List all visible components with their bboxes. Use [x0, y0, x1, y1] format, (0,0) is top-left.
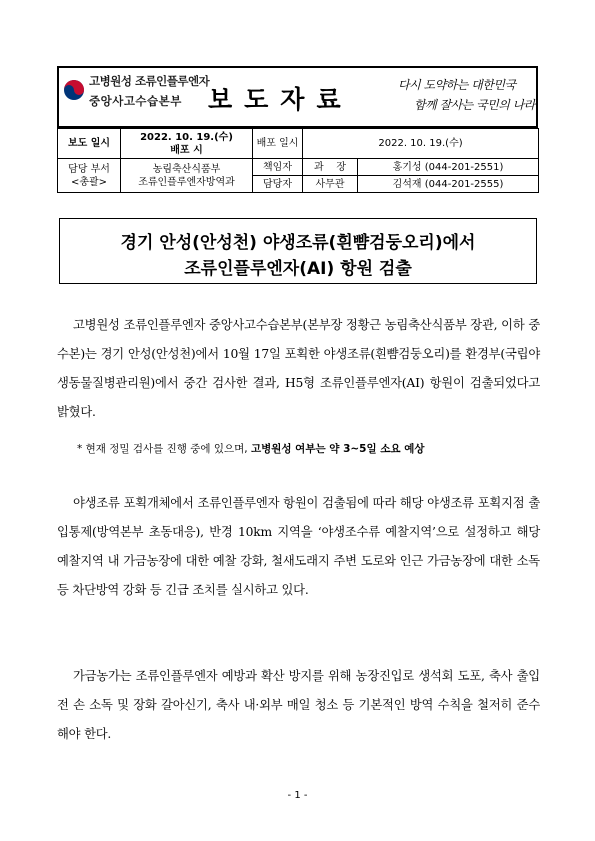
- note-emphasis: 고병원성 여부는 약 3~5일 소요 예상: [250, 443, 425, 455]
- department-label: [58, 159, 121, 193]
- report-date-value: [121, 129, 253, 159]
- contact-role: 사무관: [303, 176, 358, 193]
- report-date-label: 보도 일시: [58, 129, 121, 159]
- report-date-release: 배포 시: [170, 144, 203, 156]
- paragraph-1: 고병원성 조류인플루엔자 중앙사고수습본부(본부장 정황근 농림축산식품부 장관, 이하 중수본)는 경기 안성(안성천)에서 10월 17일 포획한 야생조류(흰뺨검둥오리)를 환경부(국립야생동물질병관리원)에서 중간 검사한 결과, H5형 조류인플루엔자(AI) 항원이 검출되었다고 밝혔다.: [57, 318, 540, 419]
- headline-line1: 경기 안성(안성천) 야생조류(흰뺨검둥오리)에서: [120, 233, 476, 253]
- contact-label: 담당자: [253, 176, 303, 193]
- page-number: - 1 -: [287, 790, 308, 801]
- headline-line2: 조류인플루엔자(AI) 항원 검출: [184, 259, 412, 279]
- paragraph-2: 야생조류 포획개체에서 조류인플루엔자 항원이 검출됨에 따라 해당 야생조류 포획지점 출입통제(방역본부 초동대응), 반경 10km 지역을 ‘야생조수류 예찰지역’으로 설정하고 해당 예찰지역 내 가금농장에 대한 예찰 강화, 철새도래지 주변 도로와 인근 가금농장에 대한 소독 등 차단방역 강화 등 긴급 조치를 실시하고 있다.: [57, 496, 540, 597]
- note: [77, 441, 425, 456]
- report-date: 2022. 10. 19.(수): [140, 131, 233, 143]
- government-emblem-icon: [63, 79, 85, 101]
- responsible-role: 과 장: [303, 159, 358, 176]
- agency-name-line1: 고병원성 조류인플루엔자: [89, 74, 210, 88]
- table-row: [58, 129, 539, 159]
- table-row: [58, 159, 539, 176]
- responsible-label: 책임자: [253, 159, 303, 176]
- note-text: * 현재 정밀 검사를 진행 중에 있으며,: [77, 443, 251, 455]
- department-label-text: 담당 부서: [68, 163, 110, 175]
- department-value: [121, 159, 253, 193]
- release-info-table: [57, 128, 539, 193]
- slogan-line2: 함께 잘사는 국민의 나라: [414, 98, 535, 112]
- ministry-name: 농림축산식품부: [152, 163, 221, 175]
- slogan-line1: 다시 도약하는 대한민국: [398, 78, 516, 92]
- press-release-title: 보도자료: [208, 85, 353, 114]
- agency-name-line2: 중앙사고수습본부: [89, 94, 182, 108]
- distribution-date-value: 2022. 10. 19.(수): [303, 129, 539, 159]
- department-label-sub: <총괄>: [70, 176, 108, 188]
- responsible-contact: 홍기성 (044-201-2551): [358, 159, 539, 176]
- paragraph-3: 가금농가는 조류인플루엔자 예방과 확산 방지를 위해 농장진입로 생석회 도포, 축사 출입 전 손 소독 및 장화 갈아신기, 축사 내·외부 매일 청소 등 기본적인 방역 수칙을 철저히 준수해야 한다.: [57, 669, 540, 741]
- distribution-date-label: 배포 일시: [253, 129, 303, 159]
- division-name: 조류인플루엔자방역과: [138, 176, 235, 188]
- contact-info: 김석재 (044-201-2555): [358, 176, 539, 193]
